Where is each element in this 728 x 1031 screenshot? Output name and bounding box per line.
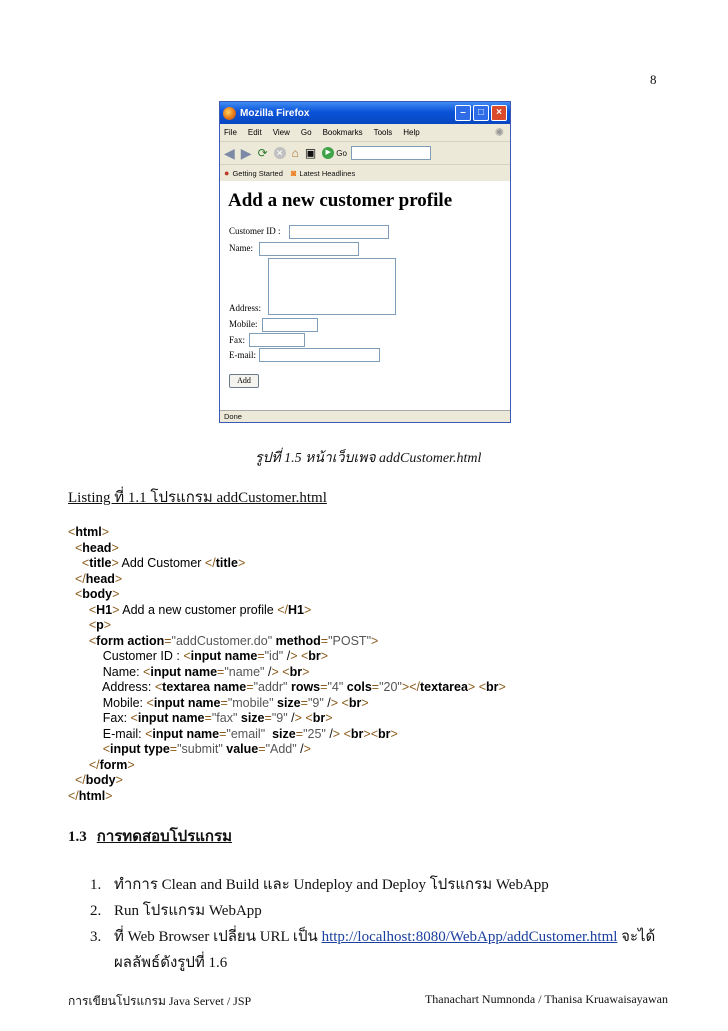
go-label[interactable]: Go: [336, 148, 347, 158]
step-number: 1.: [90, 877, 102, 893]
bookmark-latest-headlines[interactable]: Latest Headlines: [299, 168, 356, 178]
step-text: Run โปรแกรม WebApp: [114, 903, 262, 919]
code-line: Mobile: <input name="mobile" size="9" /> <br>: [68, 695, 369, 710]
form-heading: Add a new customer profile: [228, 190, 453, 211]
step-text: ที่ Web Browser เปลี่ยน URL เป็น: [114, 929, 322, 945]
step-item-2: [90, 898, 262, 922]
step-3-continuation: ผลลัพธ์ดังรูปที่ 1.6: [114, 955, 228, 971]
browser-window: [219, 101, 511, 423]
code-line: <p>: [88, 618, 112, 632]
bookmark-firefox-icon: ●: [224, 168, 230, 178]
menu-file[interactable]: File: [224, 128, 237, 137]
maximize-icon[interactable]: □: [473, 105, 489, 121]
step-text-tail: จะได้: [617, 929, 656, 945]
name-input[interactable]: [259, 242, 359, 256]
fax-label: Fax:: [229, 335, 246, 345]
firefox-logo-icon: [223, 107, 236, 120]
menu-bar: [220, 124, 510, 142]
image-icon[interactable]: ▣: [304, 146, 317, 160]
bookmarks-toolbar: [220, 165, 510, 182]
step-number: 3.: [90, 929, 102, 945]
localhost-url-link[interactable]: http://localhost:8080/WebApp/addCustomer.html: [321, 929, 618, 945]
browser-title: Mozilla Firefox: [240, 107, 310, 119]
code-line: </form>: [88, 757, 135, 772]
menu-help[interactable]: Help: [403, 128, 420, 137]
code-line: <H1> Add a new customer profile </H1>: [88, 602, 312, 617]
listing-heading: Listing ที่ 1.1 โปรแกรม addCustomer.html: [68, 490, 327, 506]
address-textarea[interactable]: [268, 258, 396, 315]
section-heading: [68, 824, 232, 848]
code-line: <title> Add Customer </title>: [81, 556, 246, 570]
code-line: </html>: [68, 788, 113, 803]
reload-icon[interactable]: ⟳: [257, 146, 268, 160]
step-number: 2.: [90, 903, 102, 919]
address-label: Address:: [229, 303, 261, 313]
throbber-icon: ✺: [494, 127, 504, 139]
code-line: <html>: [68, 525, 110, 539]
forward-arrow-icon[interactable]: ▶: [240, 145, 252, 161]
code-line: <body>: [74, 587, 120, 601]
code-line: Address: <textarea name="addr" rows="4" cols="20"></textarea> <br>: [68, 680, 506, 694]
menu-view[interactable]: View: [272, 128, 290, 137]
status-bar: Done: [220, 410, 511, 422]
step-item-3: [90, 924, 655, 948]
url-input[interactable]: [351, 146, 431, 160]
figure-caption: รูปที่ 1.5 หน้าเว็บเพจ addCustomer.html: [255, 451, 482, 466]
page-number: 8: [650, 72, 657, 87]
name-label: Name:: [229, 243, 253, 253]
code-line: <form action="addCustomer.do" method="POST">: [88, 633, 379, 648]
section-title: การทดสอบโปรแกรม: [96, 829, 232, 845]
go-arrow-icon[interactable]: ▶: [322, 147, 334, 159]
code-line: </head>: [74, 571, 123, 586]
mobile-label: Mobile:: [229, 319, 258, 329]
back-arrow-icon[interactable]: ◀: [224, 145, 235, 161]
rss-icon: ◙: [290, 168, 297, 178]
footer-right: Thanachart Numnonda / Thanisa Kruawaisayawan: [424, 992, 668, 1006]
code-listing: [68, 525, 668, 804]
mobile-input[interactable]: [262, 318, 318, 332]
step-item-1: [90, 872, 549, 896]
code-line: Name: <input name="name" /> <br>: [68, 664, 310, 679]
browser-title-bar: [220, 102, 510, 124]
home-icon[interactable]: ⌂: [291, 146, 299, 160]
email-input[interactable]: [259, 348, 380, 362]
menu-bookmarks[interactable]: Bookmarks: [322, 128, 363, 137]
footer-left: การเขียนโปรแกรม Java Servet / JSP: [68, 994, 252, 1008]
code-line: Customer ID : <input name="id" /> <br>: [68, 649, 329, 663]
code-line: </body>: [74, 773, 123, 787]
fax-input[interactable]: [249, 333, 305, 347]
customer-id-label: Customer ID :: [229, 226, 281, 236]
navigation-toolbar: [220, 142, 510, 165]
minimize-icon[interactable]: –: [455, 105, 471, 121]
customer-id-input[interactable]: [289, 225, 389, 239]
stop-icon[interactable]: ✕: [274, 147, 286, 159]
email-label: E-mail:: [229, 350, 256, 360]
menu-go[interactable]: Go: [300, 128, 312, 137]
browser-content: [220, 181, 510, 411]
code-line: E-mail: <input name="email" size="25" /> <br><br>: [68, 726, 398, 741]
step-text: ทำการ Clean and Build และ Undeploy and Deploy โปรแกรม WebApp: [114, 877, 549, 893]
menu-tools[interactable]: Tools: [373, 128, 393, 137]
close-icon[interactable]: ×: [491, 105, 507, 121]
code-line: <input type="submit" value="Add" />: [102, 742, 311, 756]
bookmark-getting-started[interactable]: Getting Started: [232, 168, 283, 178]
code-line: Fax: <input name="fax" size="9" /> <br>: [68, 711, 333, 725]
code-line: <head>: [74, 540, 119, 555]
menu-edit[interactable]: Edit: [247, 128, 262, 137]
section-number: 1.3: [68, 829, 87, 845]
add-submit-button[interactable]: Add: [229, 374, 259, 388]
